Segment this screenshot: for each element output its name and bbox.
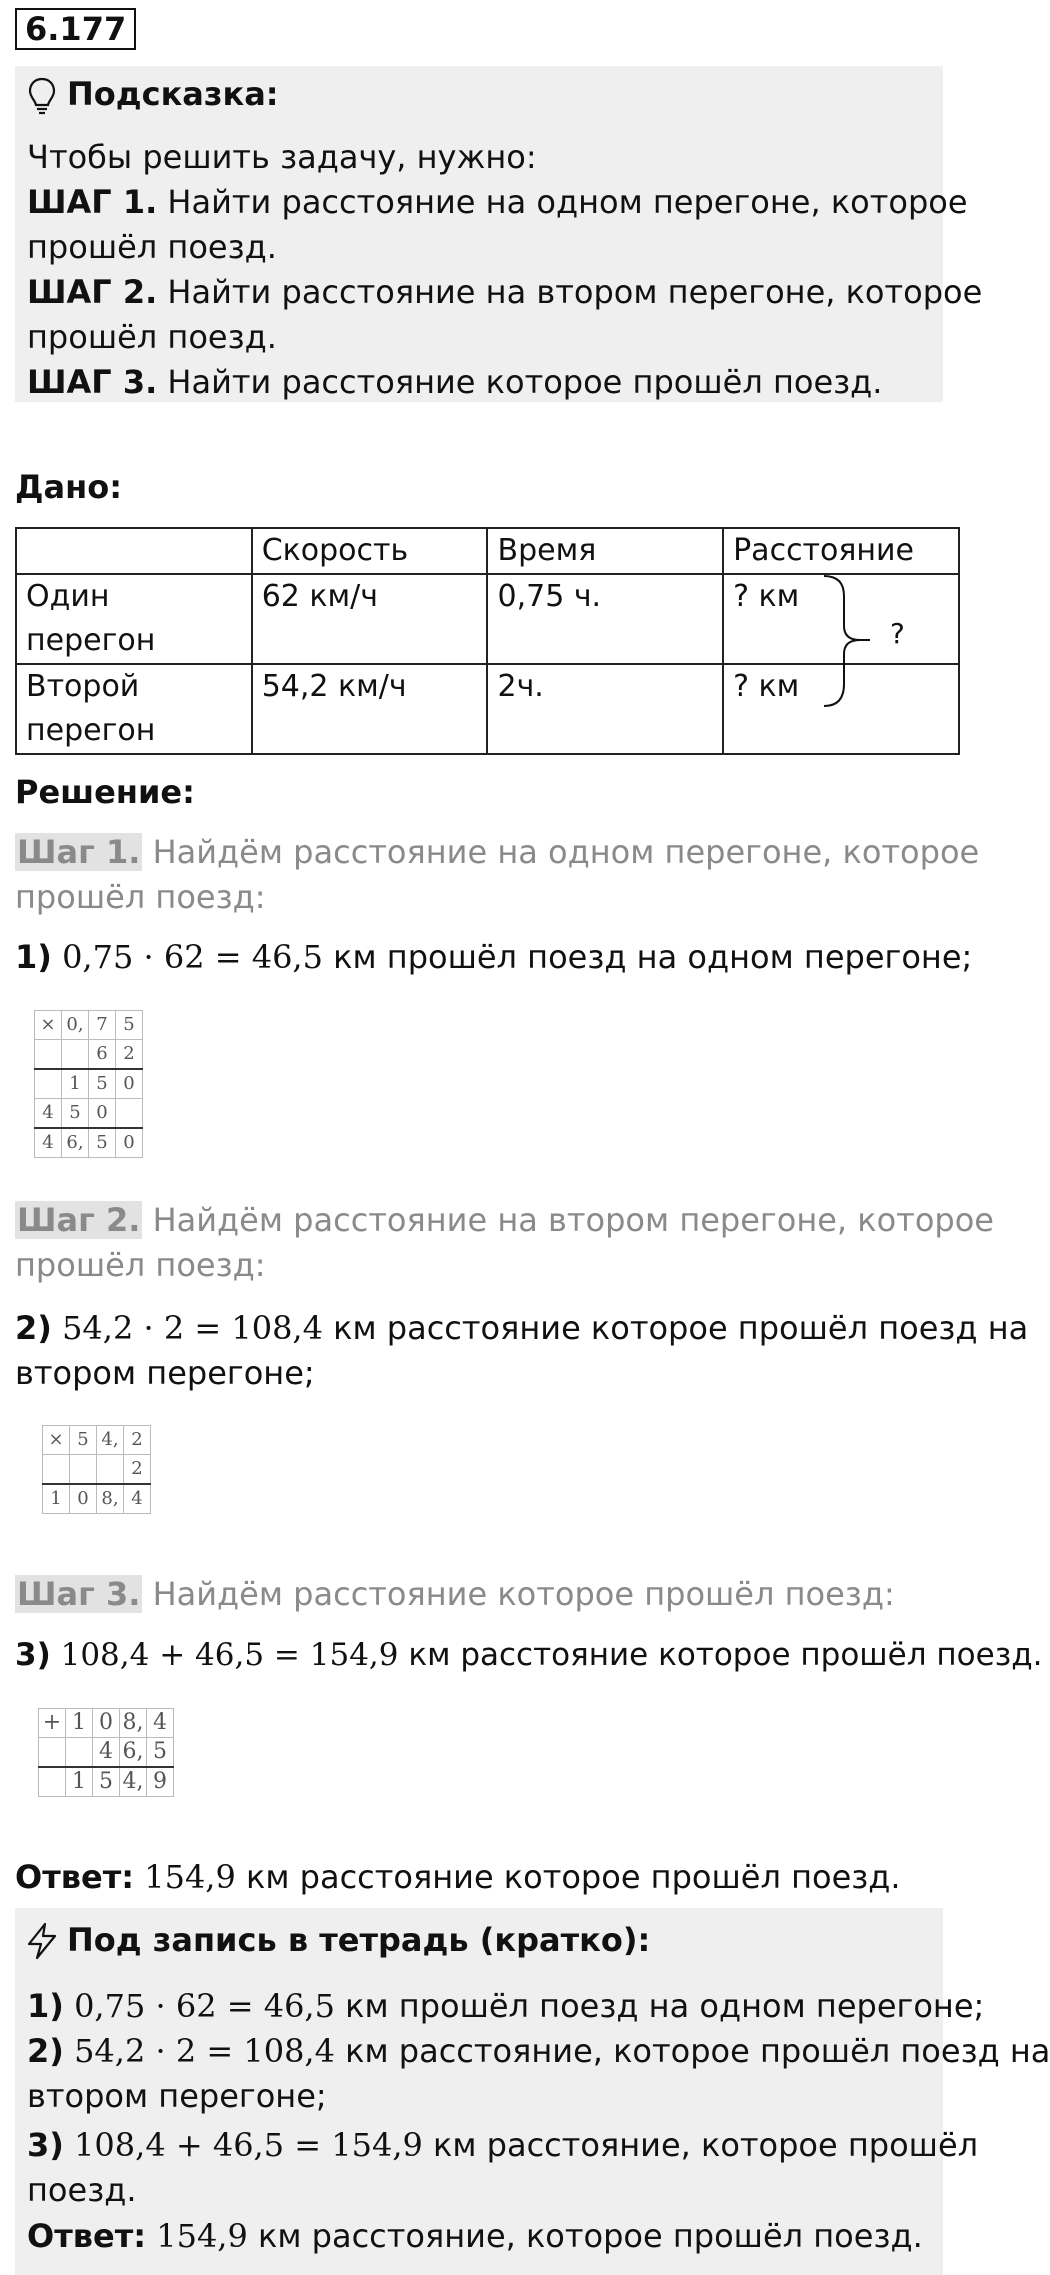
short-line-3: 3) 108,4 + 46,5 = 154,9 км расстояние, которое прошёл xyxy=(27,2126,979,2164)
step3-equation: 3) 108,4 + 46,5 = 154,9 км расстояние которое прошёл поезд. xyxy=(15,1637,1043,1673)
given-cell: 2ч. xyxy=(487,664,723,754)
step1-multiplication-grid: × 0, 7 5 6 2 1 5 0 4 5 0 4 6, 5 0 xyxy=(34,1010,143,1158)
given-cell: 54,2 км/ч xyxy=(252,664,488,754)
given-row xyxy=(16,664,959,754)
answer-line: Ответ: 154,9 км расстояние которое прошёл поезд. xyxy=(15,1858,901,1896)
step2-heading-cont: прошёл поезд: xyxy=(15,1246,266,1284)
step2-heading: Шаг 2. Найдём расстояние на втором перегоне, которое xyxy=(17,1201,994,1239)
short-answer: Ответ: 154,9 км расстояние, которое прошёл поезд. xyxy=(27,2217,923,2255)
hint-step-1-cont: прошёл поезд. xyxy=(27,228,277,266)
step1-equation: 1) 0,75 · 62 = 46,5 км прошёл поезд на одном перегоне; xyxy=(15,938,973,976)
step3-heading: Шаг 3. Найдём расстояние которое прошёл поезд: xyxy=(17,1575,895,1613)
hint-step-3: ШАГ 3. Найти расстояние которое прошёл поезд. xyxy=(27,363,883,401)
given-header-row xyxy=(16,528,959,574)
step1-heading-cont: прошёл поезд: xyxy=(15,878,266,916)
step3-addition-grid: + 1 0 8, 4 4 6, 5 1 5 4, 9 xyxy=(38,1708,174,1797)
short-title: Под запись в тетрадь (кратко): xyxy=(67,1921,651,1959)
hint-step-2-cont: прошёл поезд. xyxy=(27,318,277,356)
given-cell: 0,75 ч. xyxy=(487,574,723,664)
given-header-cell: Скорость xyxy=(252,528,488,574)
short-notes-box xyxy=(15,1908,1050,2275)
given-cell: ? км xyxy=(723,574,959,664)
given-header-cell xyxy=(16,528,252,574)
step2-multiplication-grid: × 5 4, 2 2 1 0 8, 4 xyxy=(42,1425,151,1514)
given-cell: Один перегон xyxy=(16,574,252,664)
hint-intro: Чтобы решить задачу, нужно: xyxy=(27,138,537,176)
lightbulb-icon xyxy=(27,76,57,116)
short-line-1: 1) 0,75 · 62 = 46,5 км прошёл поезд на одном перегоне; xyxy=(27,1987,985,2025)
given-row xyxy=(16,574,959,664)
hint-title: Подсказка: xyxy=(67,75,279,113)
given-table xyxy=(15,527,960,755)
hint-step-1: ШАГ 1. Найти расстояние на одном перегоне, которое xyxy=(27,183,968,221)
lightning-icon xyxy=(25,1922,59,1960)
step1-heading: Шаг 1. Найдём расстояние на одном перегоне, которое xyxy=(17,833,980,871)
hint-step-2: ШАГ 2. Найти расстояние на втором перегоне, которое xyxy=(27,273,983,311)
step2-equation: 2) 54,2 · 2 = 108,4 км расстояние которое прошёл поезд на xyxy=(15,1309,1029,1347)
brace-label: ? xyxy=(890,617,905,650)
given-title: Дано: xyxy=(15,468,122,506)
task-number: 6.177 xyxy=(15,8,136,50)
given-header-cell: Время xyxy=(487,528,723,574)
given-cell: ? км xyxy=(723,664,959,754)
given-header-cell: Расстояние xyxy=(723,528,959,574)
hint-box xyxy=(15,66,983,402)
given-cell: 62 км/ч xyxy=(252,574,488,664)
short-line-3-cont: поезд. xyxy=(27,2171,137,2209)
short-line-2: 2) 54,2 · 2 = 108,4 км расстояние, которое прошёл поезд на xyxy=(27,2032,1050,2070)
given-cell: Второй перегон xyxy=(16,664,252,754)
short-line-2-cont: втором перегоне; xyxy=(27,2077,327,2115)
solution-title: Решение: xyxy=(15,773,195,811)
step2-equation-cont: втором перегоне; xyxy=(15,1354,315,1392)
brace-icon xyxy=(820,572,900,710)
